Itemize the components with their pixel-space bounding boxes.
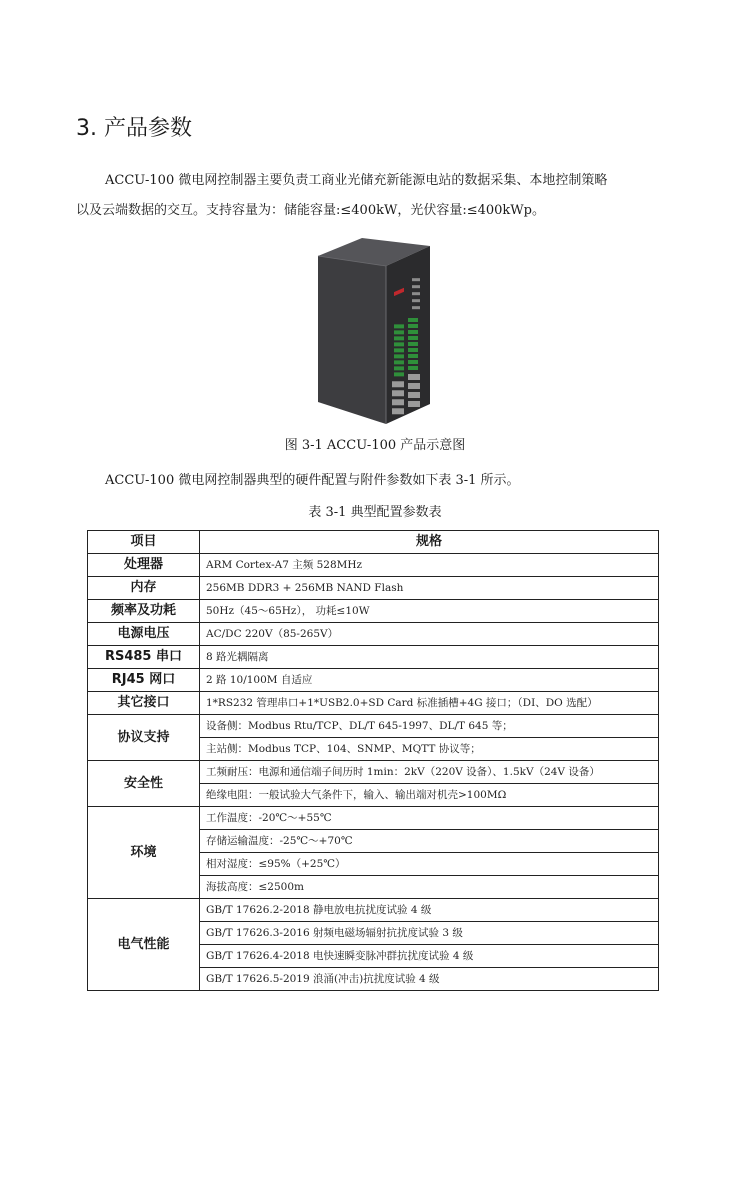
table-row [88,554,659,577]
param-value: GB/T 17626.5-2019 浪涌(冲击)抗扰度试验 4 级 [200,968,659,991]
table-row [88,600,659,623]
table-caption: 表 3-1 典型配置参数表 [308,505,442,520]
product-image [300,232,450,428]
param-value: 256MB DDR3 + 256MB NAND Flash [200,577,659,600]
param-name: 环境 [88,807,200,899]
table-row [88,692,659,715]
param-value: 设备侧：Modbus Rtu/TCP、DL/T 645-1997、DL/T 645 等； [200,715,659,738]
param-name: 其它接口 [88,692,200,715]
table-row [88,623,659,646]
param-value: 主站侧：Modbus TCP、104、SNMP、MQTT 协议等； [200,738,659,761]
table-body [88,554,659,991]
table-intro-paragraph: ACCU-100 微电网控制器典型的硬件配置与附件参数如下表 3-1 所示。 [105,473,520,488]
intro-line-2: 以及云端数据的交互。支持容量为：储能容量:≤400kW，光伏容量:≤400kWp。 [76,203,545,218]
figure-caption: 图 3-1 ACCU-100 产品示意图 [284,438,466,453]
table-row [88,577,659,600]
param-value: 50Hz（45～65Hz）， 功耗≤10W [200,600,659,623]
param-value: 存储运输温度：-25℃～+70℃ [200,830,659,853]
param-value: AC/DC 220V（85-265V） [200,623,659,646]
param-value: 1*RS232 管理串口+1*USB2.0+SD Card 标准插槽+4G 接口；（DI、DO 选配） [200,692,659,715]
intro-paragraph [76,166,676,226]
intro-line-1: ACCU-100 微电网控制器主要负责工商业光储充新能源电站的数据采集、本地控制策略 [105,173,608,188]
table-row [88,807,659,830]
param-name: 协议支持 [88,715,200,761]
parameters-table [87,530,659,991]
table-row [88,761,659,784]
param-name: 频率及功耗 [88,600,200,623]
param-value: GB/T 17626.2-2018 静电放电抗扰度试验 4 级 [200,899,659,922]
table-row [88,899,659,922]
section-heading: 3. 产品参数 [76,116,192,141]
table-row [88,646,659,669]
param-name: 安全性 [88,761,200,807]
param-value: 海拔高度：≤2500m [200,876,659,899]
controller-device-illustration [300,232,450,428]
param-value: ARM Cortex-A7 主频 528MHz [200,554,659,577]
param-value: 工频耐压：电源和通信端子间历时 1min：2kV（220V 设备）、1.5kV（24V 设备） [200,761,659,784]
param-value: 相对湿度：≤95%（+25℃） [200,853,659,876]
param-value: GB/T 17626.3-2016 射频电磁场辐射抗扰度试验 3 级 [200,922,659,945]
header-spec: 规格 [200,531,659,554]
param-name: 电源电压 [88,623,200,646]
param-value: 工作温度：-20℃～+55℃ [200,807,659,830]
param-name: 处理器 [88,554,200,577]
param-value: GB/T 17626.4-2018 电快速瞬变脉冲群抗扰度试验 4 级 [200,945,659,968]
table-row [88,669,659,692]
param-value: 2 路 10/100M 自适应 [200,669,659,692]
param-name: RJ45 网口 [88,669,200,692]
param-value: 绝缘电阻：一般试验大气条件下，输入、输出端对机壳>100MΩ [200,784,659,807]
param-name: RS485 串口 [88,646,200,669]
table-row [88,715,659,738]
table-header-row [88,531,659,554]
param-value: 8 路光耦隔离 [200,646,659,669]
param-name: 内存 [88,577,200,600]
header-item: 项目 [88,531,200,554]
param-name: 电气性能 [88,899,200,991]
